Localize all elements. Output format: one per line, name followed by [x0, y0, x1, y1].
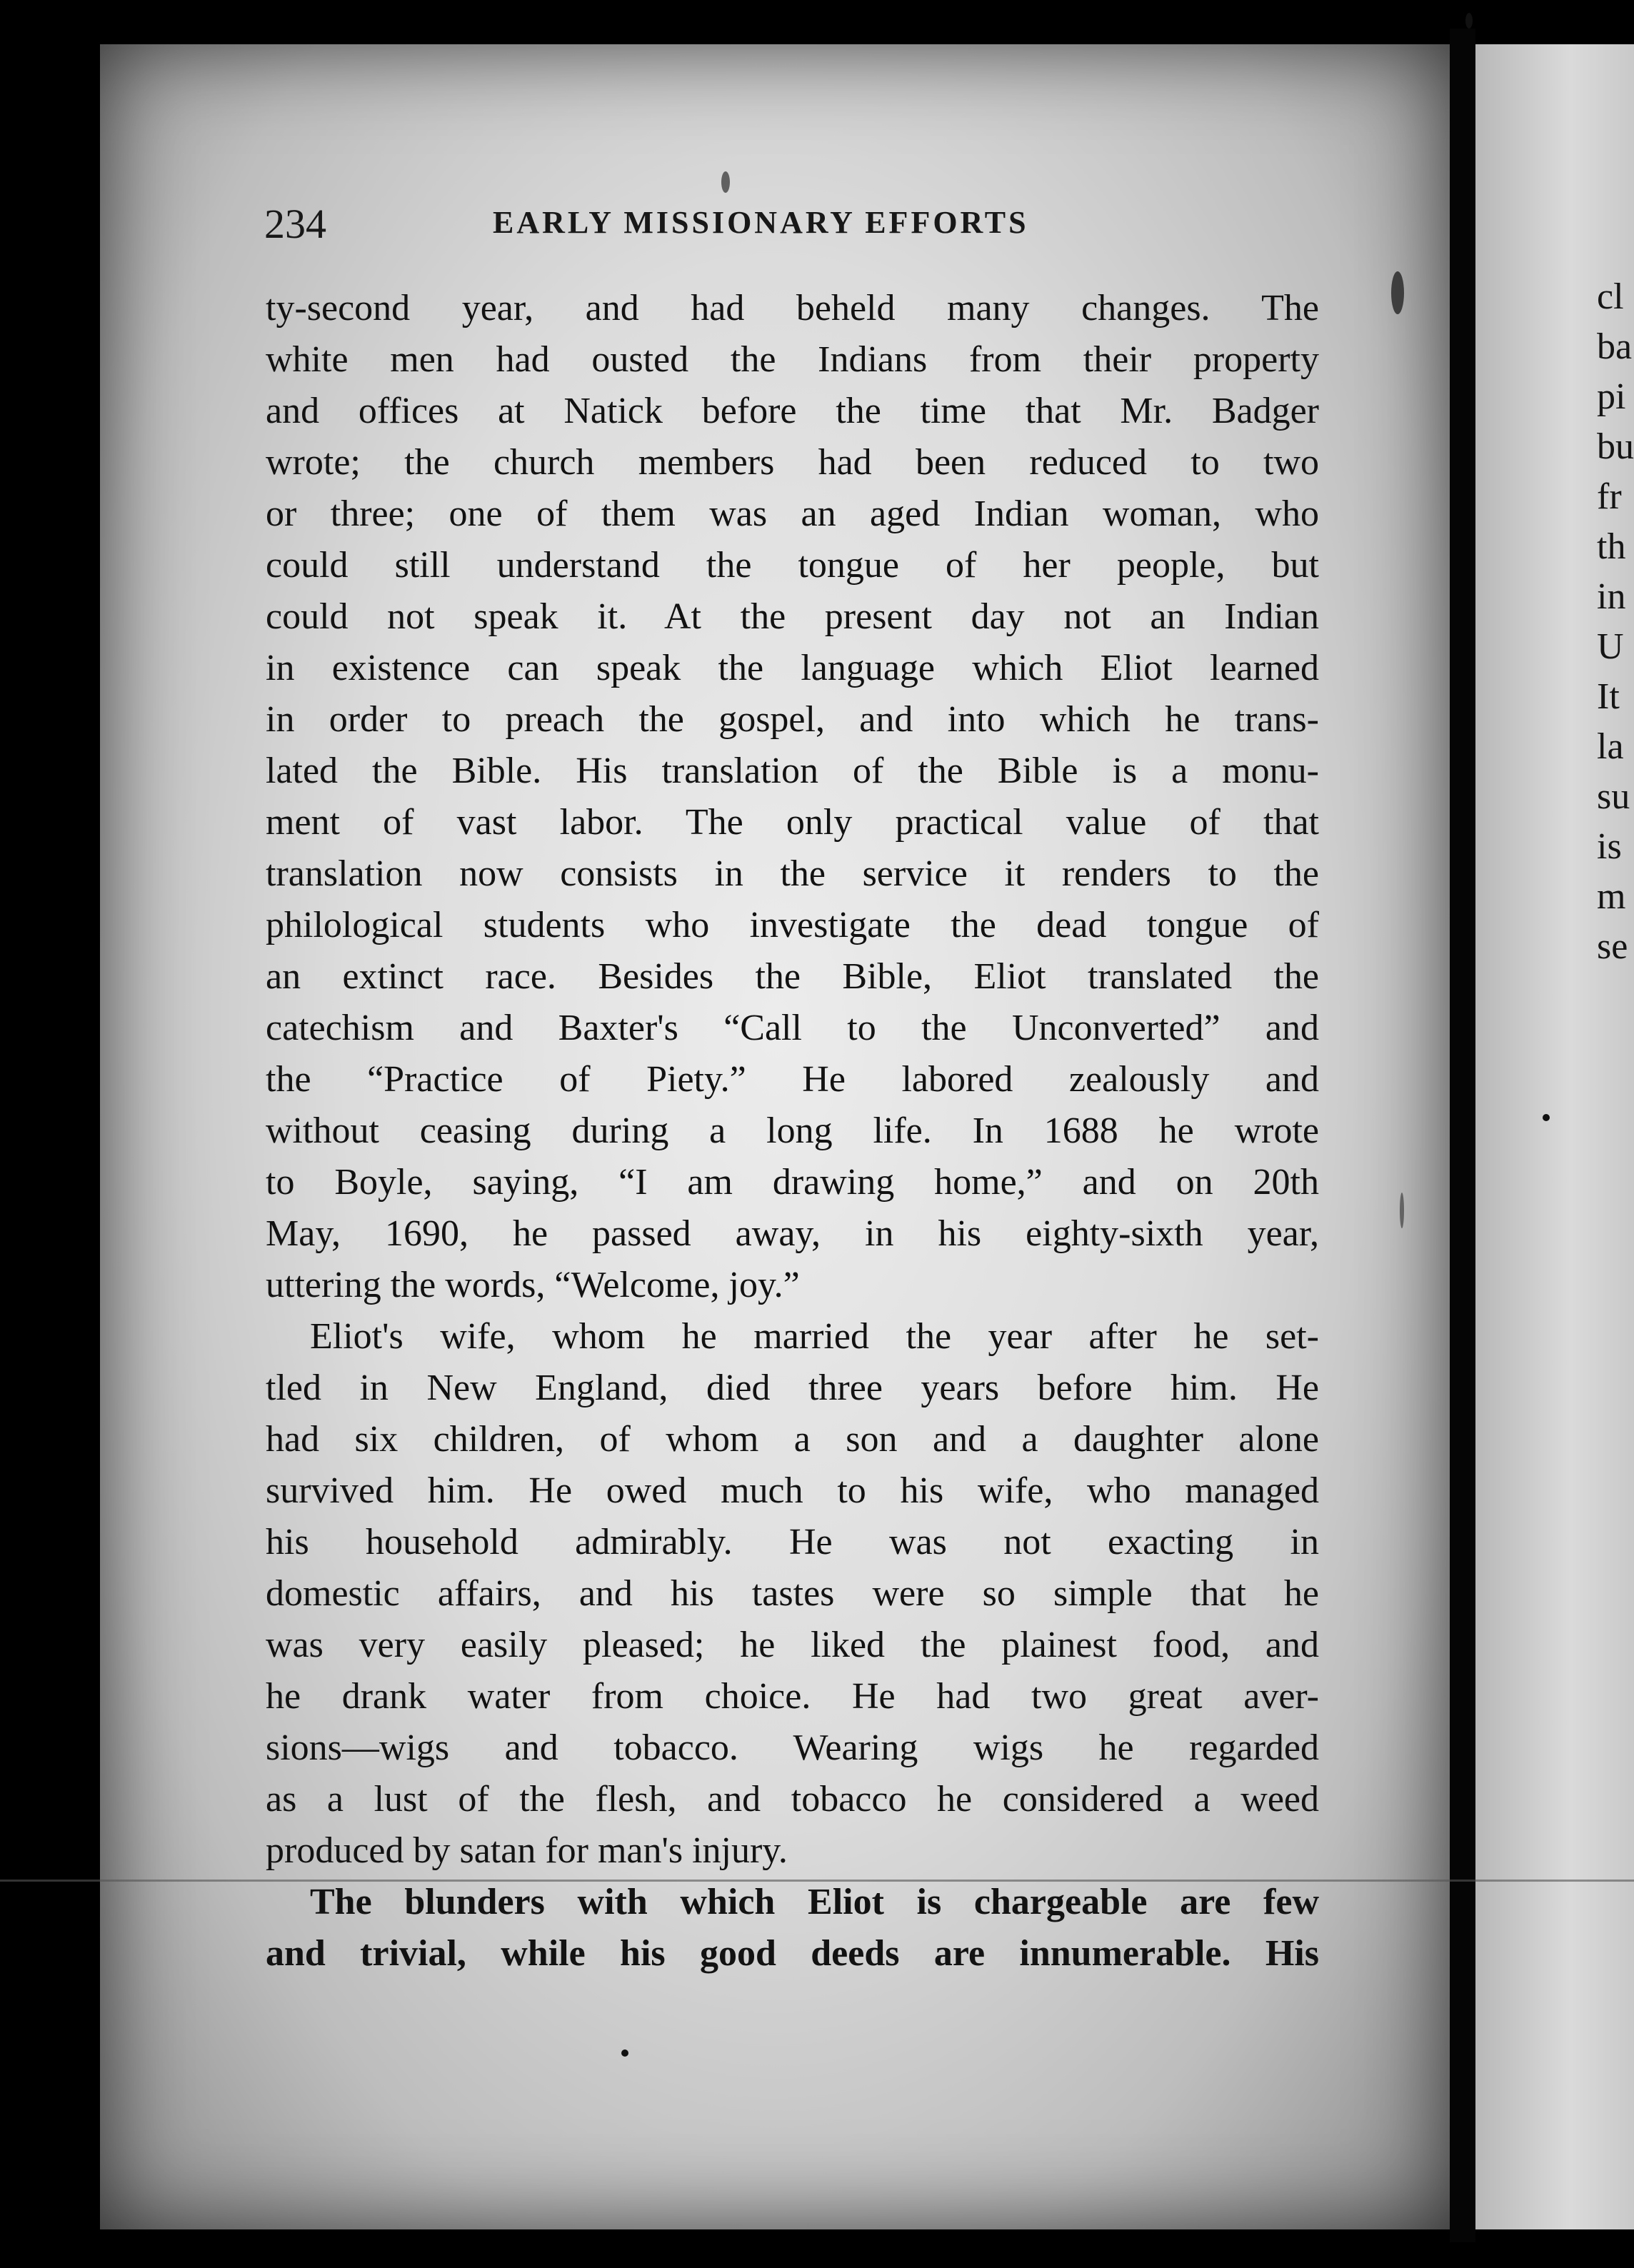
text-line: uttering the words, “Welcome, joy.”: [266, 1265, 800, 1305]
text-line: without ceasing during a long life. In 1688 he wrote: [266, 1110, 1319, 1151]
text-line: ment of vast labor. The only practical value of that: [266, 802, 1319, 843]
text-line: white men had ousted the Indians from their property: [266, 339, 1319, 380]
next-page-fragment: la: [1597, 726, 1624, 767]
dust-speck: [621, 2049, 628, 2057]
next-page-fragment: is: [1597, 826, 1622, 867]
text-line: his household admirably. He was not exacting in: [266, 1522, 1319, 1562]
text-line: produced by satan for man's injury.: [266, 1830, 788, 1871]
next-page-fragment: bu: [1597, 426, 1634, 467]
text-line: philological students who investigate the dead tongue of: [266, 905, 1319, 945]
text-line: and offices at Natick before the time that Mr. Badger: [266, 391, 1319, 431]
text-line: wrote; the church members had been reduced to two: [266, 442, 1319, 483]
page-gutter: [1450, 29, 1475, 2242]
next-page-fragment: m: [1597, 876, 1626, 917]
next-page-fragment: ba: [1597, 326, 1633, 367]
paragraph-1: [266, 283, 1319, 1311]
next-page-fragment: cl: [1597, 276, 1624, 317]
paragraph-2: [266, 1311, 1319, 1877]
text-line: sions—wigs and tobacco. Wearing wigs he regarded: [266, 1727, 1319, 1768]
text-line: Eliot's wife, whom he married the year after he set-: [310, 1316, 1319, 1357]
next-page-fragment: su: [1597, 776, 1630, 817]
scan-line-artifact: [0, 1880, 1634, 1882]
text-line: could not speak it. At the present day not an Indian: [266, 596, 1319, 637]
text-line: he drank water from choice. He had two great aver-: [266, 1676, 1319, 1717]
text-line: catechism and Baxter's “Call to the Unconverted” and: [266, 1008, 1319, 1048]
text-line: in order to preach the gospel, and into which he trans-: [266, 699, 1319, 740]
dust-speck: [721, 171, 730, 193]
next-page-fragment: in: [1597, 576, 1626, 617]
text-line: the “Practice of Piety.” He labored zealously and: [266, 1059, 1319, 1100]
text-line: translation now consists in the service it renders to the: [266, 853, 1319, 894]
next-page-fragment: U: [1597, 626, 1624, 667]
text-line: The blunders with which Eliot is chargeable are few: [310, 1882, 1319, 1922]
text-line: and trivial, while his good deeds are innumerable. His: [266, 1933, 1319, 1974]
next-page-fragment: se: [1597, 926, 1628, 967]
page-number: 234: [264, 201, 326, 247]
dust-speck: [1400, 1193, 1404, 1228]
text-line: domestic affairs, and his tastes were so simple that he: [266, 1573, 1319, 1614]
dust-speck: [1465, 13, 1473, 29]
text-line: tled in New England, died three years before him. He: [266, 1368, 1319, 1408]
next-page-fragment: pi: [1597, 376, 1626, 417]
running-head: EARLY MISSIONARY EFFORTS: [493, 205, 1029, 240]
paragraph-3: [266, 1877, 1319, 1980]
dust-speck: [1391, 271, 1404, 314]
body-text: [266, 283, 1319, 1980]
next-page-fragment: fr: [1597, 476, 1622, 517]
page-header: [264, 200, 1321, 250]
text-line: had six children, of whom a son and a daughter alone: [266, 1419, 1319, 1460]
text-line: ty-second year, and had beheld many changes. The: [266, 288, 1319, 328]
text-line: an extinct race. Besides the Bible, Eliot translated the: [266, 956, 1319, 997]
dust-speck: [1543, 1114, 1550, 1121]
text-line: as a lust of the flesh, and tobacco he considered a weed: [266, 1779, 1319, 1820]
text-line: in existence can speak the language which Eliot learned: [266, 648, 1319, 688]
text-line: lated the Bible. His translation of the Bible is a monu-: [266, 751, 1319, 791]
next-page-fragment: th: [1597, 526, 1626, 567]
text-line: could still understand the tongue of her people, but: [266, 545, 1319, 586]
next-page-fragment: It: [1597, 676, 1620, 717]
text-line: survived him. He owed much to his wife, who managed: [266, 1470, 1319, 1511]
text-line: to Boyle, saying, “I am drawing home,” and on 20th: [266, 1162, 1319, 1203]
text-line: or three; one of them was an aged Indian woman, who: [266, 493, 1319, 534]
text-line: May, 1690, he passed away, in his eighty-sixth year,: [266, 1213, 1319, 1254]
text-line: was very easily pleased; he liked the plainest food, and: [266, 1625, 1319, 1665]
next-page-edge: [1475, 44, 1634, 2229]
